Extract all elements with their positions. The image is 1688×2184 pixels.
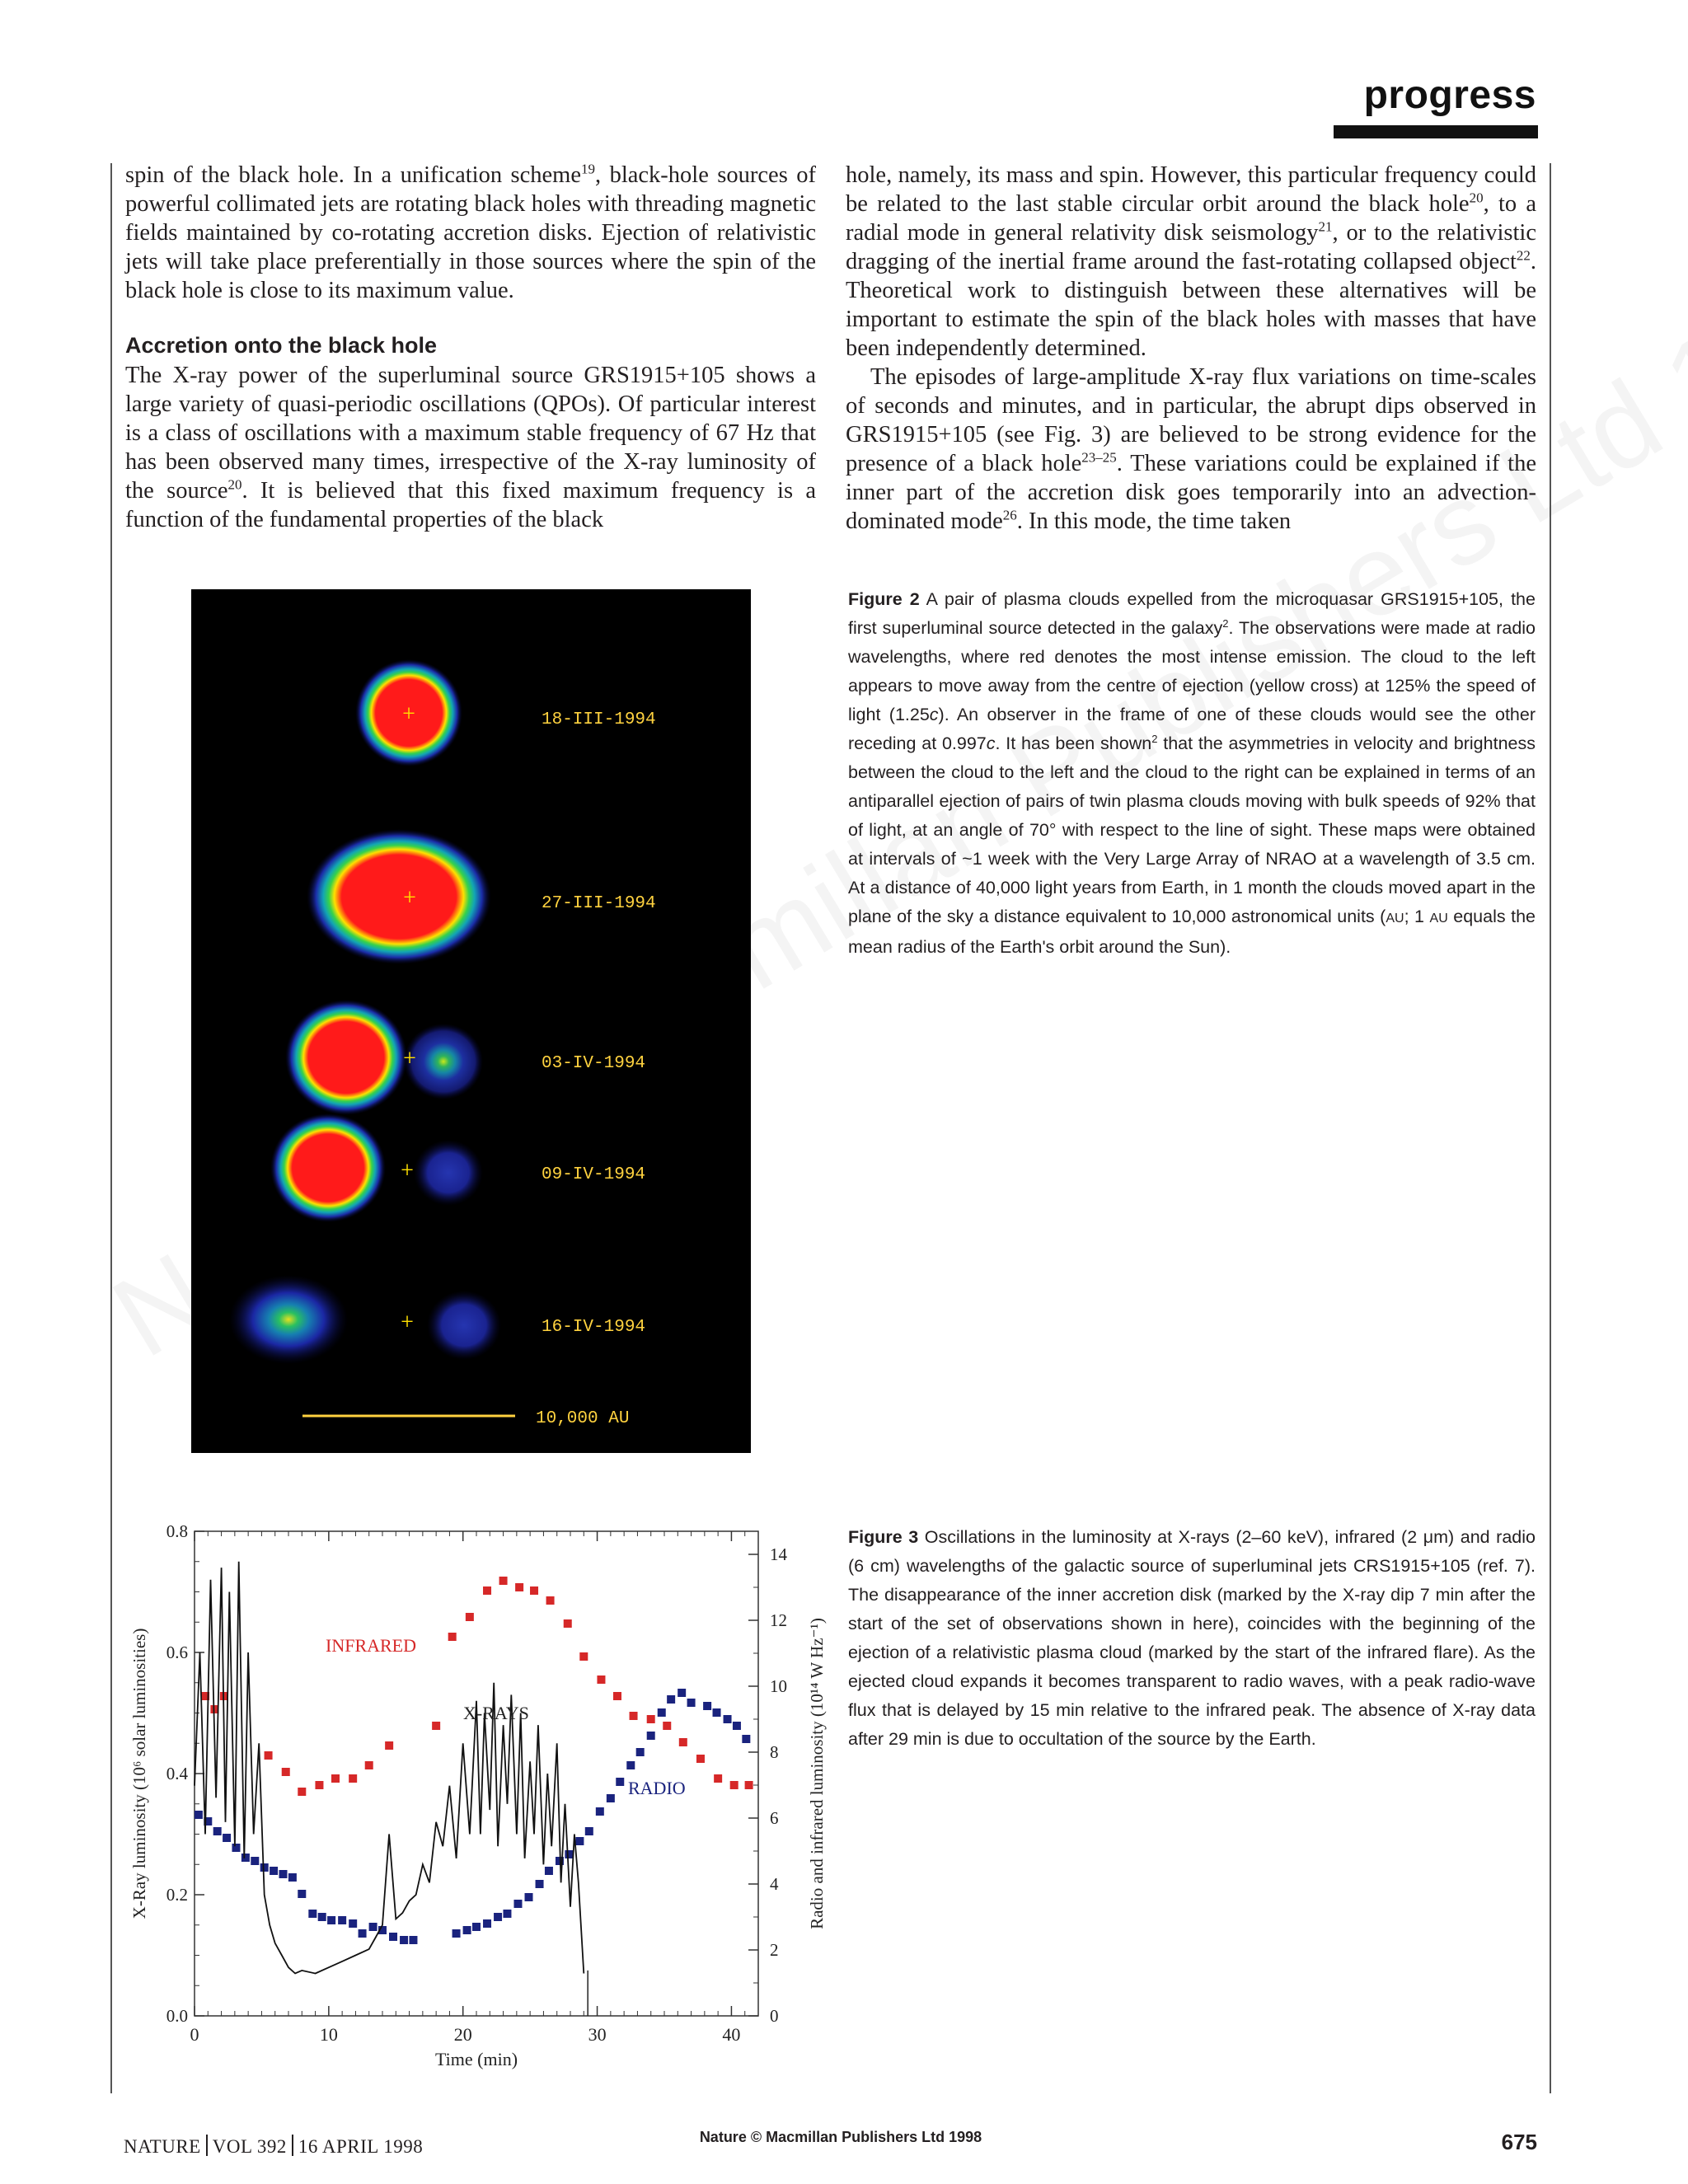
y-tick-label-right: 6 bbox=[770, 1808, 779, 1828]
radio-point bbox=[658, 1708, 666, 1717]
citation[interactable]: 2 bbox=[1151, 732, 1158, 745]
radio-point bbox=[667, 1695, 675, 1704]
infrared-point bbox=[546, 1596, 555, 1605]
y-tick-label-left: 0.0 bbox=[166, 2006, 188, 2026]
infrared-point bbox=[499, 1577, 508, 1585]
x-axis-label: Time (min) bbox=[434, 2049, 518, 2069]
citation[interactable]: 2 bbox=[1222, 616, 1229, 630]
infrared-point bbox=[613, 1692, 621, 1700]
y-tick-label-right: 12 bbox=[770, 1610, 787, 1630]
radio-point bbox=[232, 1844, 240, 1852]
infrared-point bbox=[696, 1755, 705, 1763]
radio-point bbox=[703, 1702, 711, 1710]
radio-point bbox=[270, 1867, 278, 1875]
infrared-point bbox=[714, 1774, 722, 1783]
journal-date: 16 APRIL 1998 bbox=[298, 2136, 424, 2157]
radio-point bbox=[742, 1735, 750, 1743]
x-rays-annotation: X-RAYS bbox=[463, 1703, 529, 1723]
infrared-point bbox=[530, 1586, 538, 1595]
infrared-point bbox=[298, 1788, 306, 1796]
y-tick-label-left: 0.2 bbox=[166, 1885, 188, 1905]
radio-point bbox=[251, 1857, 259, 1865]
infrared-point bbox=[647, 1715, 655, 1723]
infrared-point bbox=[331, 1774, 340, 1783]
infrared-point bbox=[564, 1619, 572, 1628]
epoch-label: 03-IV-1994 bbox=[542, 1054, 646, 1073]
radio-point bbox=[349, 1919, 357, 1928]
page-number: 675 bbox=[1501, 2130, 1537, 2154]
radio-point bbox=[513, 1900, 522, 1908]
citation[interactable]: 19 bbox=[580, 161, 595, 177]
radio-point bbox=[565, 1850, 573, 1858]
infrared-point bbox=[432, 1722, 440, 1730]
radio-point bbox=[223, 1834, 231, 1842]
section-label: progress bbox=[1363, 73, 1536, 117]
radio-point bbox=[369, 1923, 377, 1931]
radio-point bbox=[483, 1919, 491, 1928]
radio-point bbox=[687, 1699, 696, 1707]
citation[interactable]: 20 bbox=[227, 476, 242, 493]
epoch-label: 27-III-1994 bbox=[542, 894, 656, 913]
radio-point bbox=[607, 1794, 615, 1802]
luminosity-chart bbox=[124, 1515, 832, 2075]
paragraph-unification: spin of the black hole. In a unification scheme$^{19}$, black-hole sources of powerful collimated jets are rotating black holes with threading magnetic fields maintained by co-rotating accretion disks. Ejection of relativistic jets will take place preferentially in those sources where the spin of the black hole is close to its maximum value. bbox=[125, 161, 816, 303]
radio-point bbox=[213, 1827, 222, 1835]
plasma-cloud bbox=[229, 1275, 348, 1364]
ejection-center-cross: + bbox=[402, 701, 415, 727]
x-tick-label: 40 bbox=[722, 2024, 741, 2045]
paragraph-qpo: The X-ray power of the superluminal source GRS1915+105 shows a large variety of quasi-periodic oscillations (QPOs). Of particular interest is a class of oscillations with a maximum stable frequency of 67 Hz that has been observed many times, irrespective of the X-ray luminosity of the source$^{20}$. It is believed that this fixed maximum frequency is a function of the fundamental properties of the black bbox=[125, 363, 816, 532]
radio-point bbox=[536, 1880, 544, 1888]
radio-point bbox=[195, 1811, 203, 1819]
radio-point bbox=[389, 1933, 397, 1941]
right-text-column bbox=[846, 161, 1536, 536]
figure-2-radio-maps bbox=[191, 589, 751, 1453]
y-tick-label-right: 2 bbox=[770, 1940, 779, 1960]
radio-point bbox=[678, 1689, 686, 1697]
radio-point bbox=[525, 1893, 533, 1901]
radio-point bbox=[308, 1910, 316, 1918]
section-heading: Accretion onto the black hole bbox=[125, 333, 438, 358]
infrared-point bbox=[679, 1738, 687, 1746]
radio-point bbox=[713, 1708, 721, 1717]
radio-point bbox=[318, 1913, 326, 1921]
figure-3-chart bbox=[124, 1515, 832, 2075]
x-tick-label: 20 bbox=[453, 2024, 472, 2045]
epoch-label: 09-IV-1994 bbox=[542, 1165, 646, 1184]
infrared-point bbox=[385, 1741, 393, 1750]
infrared-point bbox=[515, 1583, 523, 1591]
journal-name: NATURE bbox=[124, 2136, 201, 2157]
radio-annotation: RADIO bbox=[628, 1778, 686, 1798]
infrared-point bbox=[745, 1781, 753, 1789]
radio-point bbox=[503, 1910, 511, 1918]
x-tick-label: 0 bbox=[190, 2024, 199, 2045]
radio-point bbox=[400, 1936, 408, 1944]
radio-point bbox=[724, 1715, 732, 1723]
epoch-label: 16-IV-1994 bbox=[542, 1318, 646, 1337]
citation[interactable]: 20 bbox=[1469, 190, 1484, 206]
radio-point bbox=[288, 1873, 297, 1882]
y-tick-label-left: 0.8 bbox=[166, 1521, 188, 1541]
paragraph-flux-variations: The episodes of large-amplitude X-ray flux variations on time-scales of seconds and minutes, and in particular, the abrupt dips observed in GRS1915+105 (see Fig. 3) are believed to be strong evidence for the presence of a black hole$^{23-25}$. These variations could be explained if the inner part of the accretion disk goes temporarily into an advection-dominated mode$^{26}$. In this mode, the time taken bbox=[846, 364, 1536, 534]
ejection-center-cross: + bbox=[401, 1310, 414, 1335]
figure-2-caption: Figure 2 A pair of plasma clouds expelled from the microquasar GRS1915+105, the first superluminal source detected in the galaxy$^2$. The observations were made at radio wavelengths, where red denotes the most intense emission. The cloud to the left appears to move away from the centre of ejection (yellow cross) at 125% the speed of light (1.25c). An observer in the frame of one of these clouds would see the other receding at 0.997c. It has been shown$^2$ that the asymmetries in velocity and brightness between the cloud to the left and the cloud to the right can be explained in terms of an antiparallel ejection of pairs of twin plasma clouds moving with bulk speeds of 92% that of light, at an angle of 70° with respect to the line of sight. These maps were obtained at intervals of ~1 week with the Very Large Array of NRAO at a wavelength of 3.5 cm. At a distance of 40,000 light years from Earth, in 1 month the clouds moved apart in the plane of the sky a distance equivalent to 10,000 astronomical units (AU; 1 AU equals the mean radius of the Earth's orbit around the Sun). bbox=[848, 589, 1536, 957]
radio-point bbox=[452, 1929, 461, 1938]
plasma-cloud bbox=[270, 1113, 386, 1222]
section-bar bbox=[1334, 125, 1538, 138]
radio-point bbox=[298, 1890, 306, 1898]
infrared-point bbox=[466, 1613, 474, 1621]
radio-point bbox=[260, 1863, 269, 1872]
ejection-center-cross: + bbox=[401, 1158, 414, 1183]
x-tick-label: 10 bbox=[319, 2024, 338, 2045]
radio-point bbox=[545, 1867, 553, 1875]
journal-footer bbox=[124, 2135, 423, 2158]
radio-point bbox=[733, 1722, 741, 1730]
ejection-center-cross: + bbox=[403, 1046, 416, 1071]
plasma-cloud bbox=[285, 1000, 407, 1115]
infrared-point bbox=[597, 1675, 605, 1684]
y-tick-label-left: 0.6 bbox=[166, 1643, 188, 1662]
citation[interactable]: 26 bbox=[1002, 507, 1017, 523]
figure-3-label: Figure 3 bbox=[848, 1527, 919, 1547]
infrared-point bbox=[265, 1751, 273, 1760]
infrared-point bbox=[315, 1781, 323, 1789]
radio-map-image bbox=[191, 589, 751, 1453]
radio-point bbox=[463, 1926, 471, 1934]
infrared-point bbox=[730, 1781, 738, 1789]
figure-3-caption: Figure 3 Oscillations in the luminosity at X-rays (2–60 keV), infrared (2 μm) and radio (6 cm) wavelengths of the galactic source of superluminal jets CRS1915+105 (ref. 7). The disappearance of the inner accretion disk (marked by the X-ray dip 7 min after the start of the set of observations shown in here), coincides with the beginning of the ejection of a relativistic plasma cloud (marked by the start of the infrared flare). As the ejected cloud expands it becomes transparent to radio waves, with a peak radio-wave flux that is delayed by 15 min relative to the infrared peak. The absence of X-ray data after 29 min is due to occultation of the source by the Earth. bbox=[848, 1527, 1536, 1749]
x-tick-label: 30 bbox=[588, 2024, 607, 2045]
radio-point bbox=[647, 1732, 655, 1740]
left-text-column bbox=[125, 161, 816, 534]
infrared-point bbox=[448, 1633, 457, 1641]
infrared-point bbox=[579, 1652, 588, 1661]
radio-point bbox=[409, 1936, 417, 1944]
y-tick-label-right: 14 bbox=[770, 1544, 787, 1564]
radio-point bbox=[616, 1778, 624, 1786]
y-axis-label-left: X-Ray luminosity (10⁶ solar luminosities) bbox=[129, 1628, 149, 1919]
infrared-annotation: INFRARED bbox=[326, 1635, 417, 1656]
radio-point bbox=[585, 1827, 593, 1835]
epoch-label: 18-III-1994 bbox=[542, 710, 656, 729]
radio-point bbox=[241, 1854, 250, 1862]
citation[interactable]: 23–25 bbox=[1081, 449, 1117, 466]
radio-point bbox=[472, 1923, 481, 1931]
y-axis-label-right: Radio and infrared luminosity (10¹⁴ W Hz⁻¹) bbox=[807, 1618, 827, 1929]
right-margin-rule bbox=[1550, 163, 1551, 2093]
radio-point bbox=[636, 1748, 645, 1756]
radio-point bbox=[338, 1916, 346, 1924]
chart-axes bbox=[166, 1521, 788, 2045]
copyright-notice: Nature © Macmillan Publishers Ltd 1998 bbox=[699, 2129, 982, 2145]
y-tick-label-left: 0.4 bbox=[166, 1764, 188, 1783]
figure-2-label: Figure 2 bbox=[848, 589, 920, 609]
citation[interactable]: 22 bbox=[1516, 247, 1531, 264]
infrared-point bbox=[483, 1586, 491, 1595]
paragraph-frequency: hole, namely, its mass and spin. However, this particular frequency could be related to the last stable circular orbit around the black hole$^{20}$, to a radial mode in general relativity disk seismology$^{21}$, or to the relativistic dragging of the inertial frame around the fast-rotating collapsed object$^{22}$. Theoretical work to distinguish between these alternatives will be important to estimate the spin of the black holes with masses that have been independently determined. bbox=[846, 162, 1536, 361]
radio-point bbox=[596, 1807, 604, 1816]
radio-point bbox=[279, 1870, 287, 1878]
radio-point bbox=[359, 1929, 367, 1938]
y-tick-label-right: 8 bbox=[770, 1742, 779, 1762]
plasma-cloud bbox=[414, 1140, 483, 1206]
plasma-cloud bbox=[427, 1291, 501, 1360]
plot-frame bbox=[195, 1531, 758, 2016]
citation[interactable]: 21 bbox=[1318, 218, 1333, 235]
journal-volume: VOL 392 bbox=[212, 2136, 287, 2157]
radio-point bbox=[575, 1837, 584, 1845]
y-tick-label-right: 0 bbox=[770, 2006, 779, 2026]
infrared-point bbox=[349, 1774, 357, 1783]
plasma-cloud bbox=[307, 829, 491, 964]
infrared-point bbox=[630, 1712, 638, 1720]
chart-marks bbox=[195, 1562, 753, 1974]
radio-point bbox=[327, 1916, 335, 1924]
radio-point bbox=[626, 1761, 635, 1769]
y-tick-label-right: 10 bbox=[770, 1676, 787, 1696]
xray-series-line bbox=[195, 1562, 584, 1974]
y-tick-label-right: 4 bbox=[770, 1874, 779, 1894]
infrared-point bbox=[365, 1761, 373, 1769]
infrared-point bbox=[282, 1768, 290, 1776]
scale-bar-label: 10,000 AU bbox=[536, 1409, 630, 1428]
left-margin-rule bbox=[110, 163, 112, 2093]
ejection-center-cross: + bbox=[403, 885, 416, 911]
radio-point bbox=[494, 1913, 502, 1921]
infrared-point bbox=[663, 1722, 671, 1730]
